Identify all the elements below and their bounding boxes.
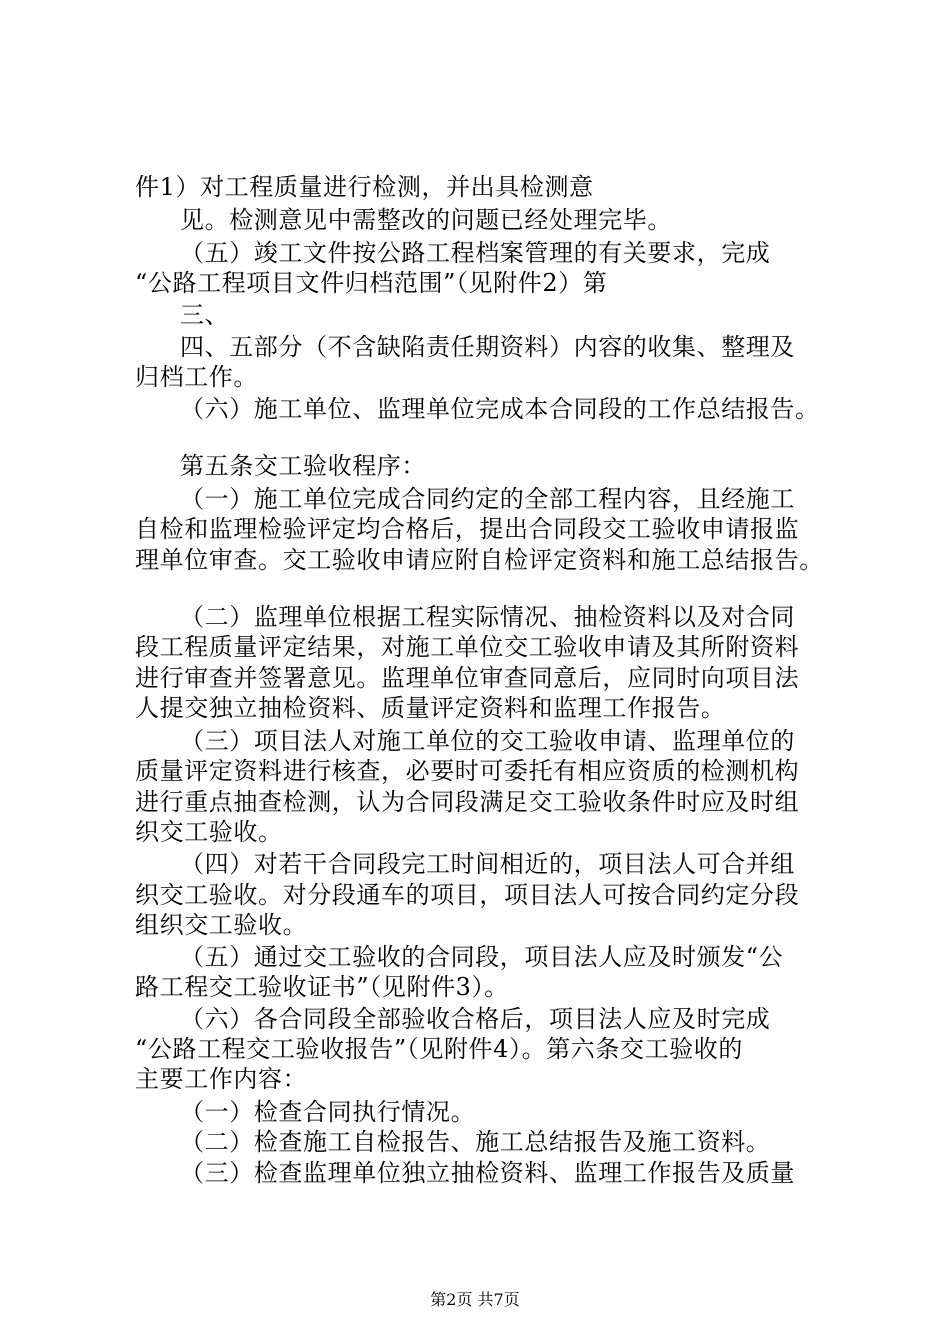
text-line: 进行重点抽查检测，认为合同段满足交工验收条件时应及时组	[135, 788, 800, 816]
text-line: 三、	[180, 301, 230, 329]
page-number: 第2页 共7页	[430, 1290, 520, 1309]
text-line: （六）各合同段全部验收合格后，项目法人应及时完成	[180, 1005, 771, 1033]
text-line: （四）对若干合同段完工时间相近的，项目法人可合并组	[180, 850, 795, 878]
text-line: 见。检测意见中需整改的问题已经处理完毕。	[180, 206, 672, 234]
text-line: （六）施工单位、监理单位完成本合同段的工作总结报告。	[180, 395, 820, 423]
section-heading: 第五条交工验收程序：	[180, 452, 426, 480]
text-line: （三）检查监理单位独立抽检资料、监理工作报告及质量	[180, 1159, 795, 1187]
text-line: （二）检查施工自检报告、施工总结报告及施工资料。	[180, 1128, 771, 1156]
text-line: （三）项目法人对施工单位的交工验收申请、监理单位的	[180, 727, 795, 755]
text-line: 路工程交工验收证书”（见附件3）。	[135, 973, 509, 1001]
text-line: 织交工验收。	[135, 818, 283, 846]
text-line: 段工程质量评定结果，对施工单位交工验收申请及其所附资料	[135, 633, 800, 661]
text-line: （五）通过交工验收的合同段，项目法人应及时颁发“公	[180, 943, 784, 971]
text-line: “公路工程项目文件归档范围”（见附件2）第	[135, 269, 608, 297]
text-line: 四、五部分（不含缺陷责任期资料）内容的收集、整理及	[180, 333, 795, 361]
text-line: 织交工验收。对分段通车的项目，项目法人可按合同约定分段	[135, 881, 800, 909]
text-line: （一）施工单位完成合同约定的全部工程内容，且经施工	[180, 485, 795, 513]
text-line: （一）检查合同执行情况。	[180, 1098, 476, 1126]
text-line: 质量评定资料进行核查，必要时可委托有相应资质的检测机构	[135, 757, 800, 785]
text-line: 进行审查并签署意见。监理单位审查同意后，应同时向项目法	[135, 664, 800, 692]
text-line: 理单位审查。交工验收申请应附自检评定资料和施工总结报告。	[135, 546, 824, 574]
text-line: 件1）对工程质量进行检测，并出具检测意	[135, 173, 594, 201]
text-line: 组织交工验收。	[135, 911, 308, 939]
text-line: （二）监理单位根据工程实际情况、抽检资料以及对合同	[180, 603, 795, 631]
text-line: 主要工作内容：	[135, 1065, 308, 1093]
text-line: 归档工作。	[135, 363, 258, 391]
text-line: 自检和监理检验评定均合格后，提出合同段交工验收申请报监	[135, 515, 800, 543]
text-line: 人提交独立抽检资料、质量评定资料和监理工作报告。	[135, 694, 726, 722]
text-line: “公路工程交工验收报告”（见附件4）。第六条交工验收的	[135, 1035, 744, 1063]
text-line: （五）竣工文件按公路工程档案管理的有关要求，完成	[180, 239, 771, 267]
